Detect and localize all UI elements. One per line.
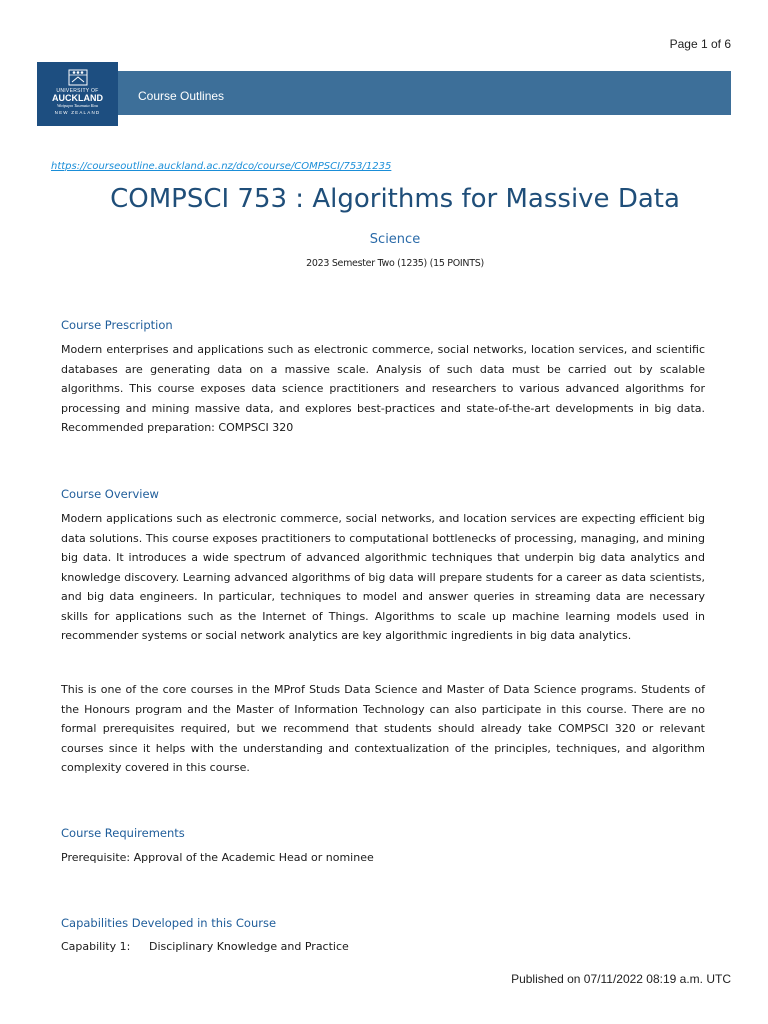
overview-paragraph-1: Modern applications such as electronic commerce, social networks, and location services are expecting efficient big data solutions. This course exposes practitioners to computational bottlenecks of processing, managing, and mining big data. It introduces a wide spectrum of advanced algorithmic techniques that underpin big data analytics and knowledge discovery. Learning advanced algorithms of big data will prepare students for a career as data scientists, and big data engineers. In particular, techniques to model and answer queries in streaming data are necessary skills for applications such as the Internet of Things. Algorithms to scale up machine learning models used in recommender systems or social network analytics are key algorithmic ingredients in big data analytics. xyxy=(61,512,705,642)
overview-heading: Course Overview xyxy=(61,487,159,501)
logo-line-new-zealand: NEW ZEALAND xyxy=(54,110,101,115)
requirements-text: Prerequisite: Approval of the Academic Head or nominee xyxy=(61,851,374,864)
logo-line-maori-name: Waipapa Taumata Rau xyxy=(57,103,98,108)
prescription-text: Modern enterprises and applications such as electronic commerce, social networks, location services, and scientific databases are generating data on a massive scale. Analysis of such data must be carried out by scalable algorithms. This course exposes data science practitioners and researchers to various advanced algorithms for processing and mining massive data, and explores best-practices and state-of-the-art developments in big data. Recommended preparation: COMPSCI 320 xyxy=(61,343,705,434)
prescription-heading: Course Prescription xyxy=(61,318,173,332)
capabilities-heading: Capabilities Developed in this Course xyxy=(61,916,277,930)
page-number: Page 1 of 6 xyxy=(669,37,731,51)
university-logo[interactable] xyxy=(37,62,118,126)
course-title: COMPSCI 753 : Algorithms for Massive Data xyxy=(110,184,680,214)
logo-line-university-of: UNIVERSITY OF xyxy=(56,88,99,94)
capability-name: Disciplinary Knowledge and Practice xyxy=(149,940,349,953)
capability-item xyxy=(61,940,349,953)
requirements-heading: Course Requirements xyxy=(61,826,185,840)
capability-label: Capability 1: xyxy=(61,940,131,953)
course-faculty: Science xyxy=(369,232,421,247)
published-date: Published on 07/11/2022 08:19 a.m. UTC xyxy=(511,972,731,986)
course-semester: 2023 Semester Two (1235) (15 POINTS) xyxy=(306,258,484,269)
header-title: Course Outlines xyxy=(138,89,225,103)
overview-paragraph-2: This is one of the core courses in the MProf Studs Data Science and Master of Data Science programs. Students of the Honours program and the Master of Information Technology can also participate in this course. There are no formal prerequisites required, but we recommend that students should already take COMPSCI 320 or relevant courses since it helps with the understanding and contextualization of the principles, techniques, and algorithm complexity covered in this course. xyxy=(61,683,705,774)
course-url-link[interactable]: https://courseoutline.auckland.ac.nz/dco/course/COMPSCI/753/1235 xyxy=(51,161,392,172)
crest-icon xyxy=(68,69,88,86)
logo-line-auckland: AUCKLAND xyxy=(52,93,103,103)
